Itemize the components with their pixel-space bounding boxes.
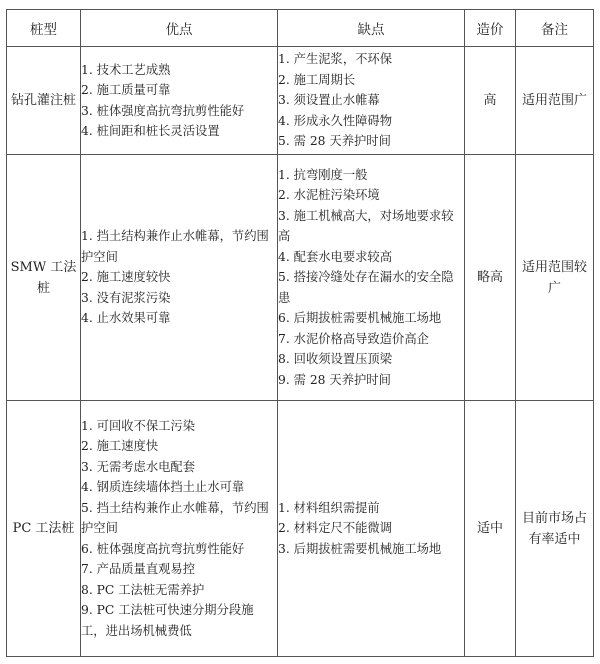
list-item: 8. PC 工法桩无需养护: [81, 582, 205, 597]
header-advantages: 优点: [81, 10, 278, 47]
list-item: 4. 形成永久性障碍物: [278, 113, 393, 128]
list-item: 1. 产生泥浆，不环保: [278, 52, 393, 67]
list-item: 4. 钢质连续墙体挡土止水可靠: [81, 480, 245, 495]
remarks-cell: 适用范围广: [516, 47, 594, 155]
advantages-cell: [81, 155, 278, 401]
pile-type-cell: 钻孔灌注桩: [7, 47, 81, 155]
list-item: 7. 水泥价格高导致造价高企: [278, 331, 429, 346]
advantages-cell: [81, 401, 278, 657]
table-row: [7, 47, 594, 155]
list-item: 2. 施工周期长: [278, 72, 356, 87]
disadvantages-cell: [278, 155, 465, 401]
list-item: 6. 后期拔桩需要机械施工场地: [278, 311, 442, 326]
list-item: 3. 没有泥浆污染: [81, 290, 171, 305]
list-item: 1. 抗弯刚度一般: [278, 167, 368, 182]
list-item: 9. 需 28 天养护时间: [278, 372, 391, 387]
list-item: 4. 止水效果可靠: [81, 311, 171, 326]
list-item: 3. 桩体强度高抗弯抗剪性能好: [81, 103, 245, 118]
list-item: 4. 配套水电要求较高: [278, 249, 393, 264]
list-item: 9. PC 工法桩可快速分期分段施工，进出场机械费低: [81, 603, 254, 638]
list-item: 1. 可回收不保工污染: [81, 418, 196, 433]
disadvantages-cell: [278, 47, 465, 155]
list-item: 5. 需 28 天养护时间: [278, 134, 391, 149]
header-disadvantages: 缺点: [278, 10, 465, 47]
advantages-cell: [81, 47, 278, 155]
remarks-cell: 目前市场占有率适中: [516, 401, 594, 657]
header-cost: 造价: [465, 10, 516, 47]
list-item: 3. 须设置止水帷幕: [278, 93, 380, 108]
table-row: [7, 155, 594, 401]
table-row: [7, 401, 594, 657]
remarks-cell: 适用范围较广: [516, 155, 594, 401]
pile-type-cell: SMW 工法桩: [7, 155, 81, 401]
list-item: 7. 产品质量直观易控: [81, 562, 196, 577]
list-item: 8. 回收须设置压顶梁: [278, 352, 393, 367]
disadvantages-cell: [278, 401, 465, 657]
list-item: 3. 无需考虑水电配套: [81, 459, 196, 474]
cost-cell: 略高: [465, 155, 516, 401]
list-item: 3. 后期拔桩需要机械施工场地: [278, 541, 442, 556]
list-item: 6. 桩体强度高抗弯抗剪性能好: [81, 541, 245, 556]
list-item: 1. 材料组织需提前: [278, 500, 380, 515]
cost-cell: 适中: [465, 401, 516, 657]
header-pile-type: 桩型: [7, 10, 81, 47]
list-item: 2. 施工速度快: [81, 439, 159, 454]
list-item: 2. 施工质量可靠: [81, 83, 171, 97]
list-item: 5. 挡土结构兼作止水帷幕，节约围护空间: [81, 500, 269, 536]
list-item: 1. 技术工艺成熟: [81, 62, 171, 77]
list-item: 4. 桩间距和桩长灵活设置: [81, 124, 220, 138]
list-item: 2. 材料定尺不能微调: [278, 521, 393, 536]
comparison-table: [6, 9, 594, 657]
cost-cell: 高: [465, 47, 516, 155]
list-item: 2. 施工速度较快: [81, 270, 171, 285]
header-row: [7, 10, 594, 47]
list-item: 1. 挡土结构兼作止水帷幕，节约围护空间: [81, 229, 269, 264]
header-remarks: 备注: [516, 10, 594, 47]
list-item: 3. 施工机械高大，对场地要求较高: [278, 208, 454, 244]
list-item: 5. 搭接冷缝处存在漏水的安全隐患: [278, 270, 454, 305]
list-item: 2. 水泥桩污染环境: [278, 188, 380, 203]
pile-type-cell: PC 工法桩: [7, 401, 81, 657]
